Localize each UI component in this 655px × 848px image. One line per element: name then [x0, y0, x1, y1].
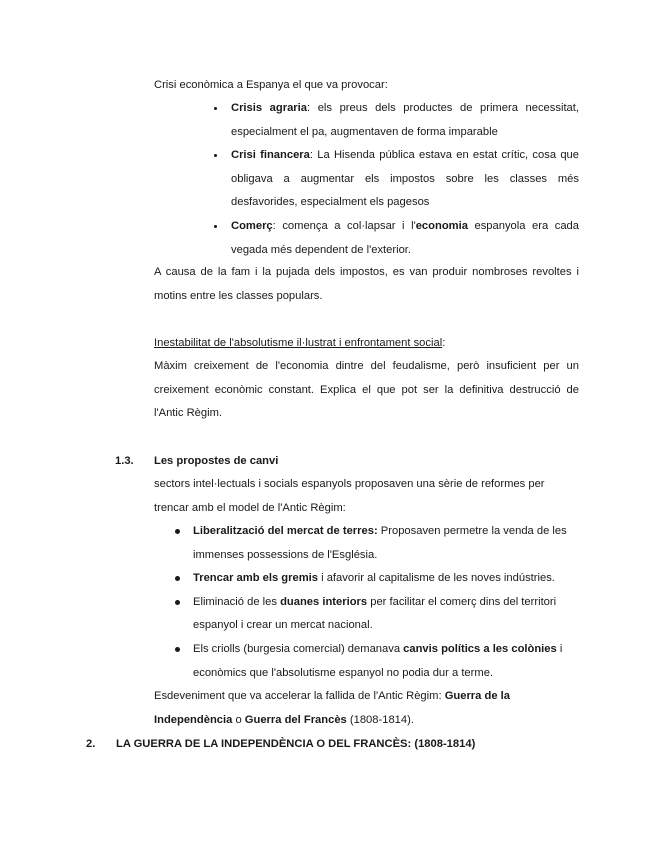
- list-item: [231, 215, 579, 262]
- list-item-line: desfavorides, especialment els pagesos: [231, 196, 430, 209]
- list-item-line: econòmics que l'absolutisme espanyol no podia dur a terme.: [193, 666, 494, 679]
- section-number: 2.: [86, 738, 96, 750]
- closing-paragraph: [154, 685, 510, 732]
- crisis-intro: Crisi econòmica a Espanya el que va provocar:: [154, 79, 388, 91]
- list-item-line: immenses possessions de l'Església.: [193, 548, 378, 561]
- list-item-line: espanyol i crear un mercat nacional.: [193, 619, 373, 632]
- section-title: LA GUERRA DE LA INDEPENDÈNCIA O DEL FRANCÈS: (1808-1814): [116, 738, 476, 750]
- list-item-line: Trencar amb els gremis i afavorir al capitalisme de les noves indústries.: [193, 572, 555, 585]
- section-title: Les propostes de canvi: [154, 455, 279, 467]
- list-item: [193, 520, 578, 567]
- bullet-icon: [174, 567, 184, 591]
- bullet-icon: [212, 144, 222, 168]
- list-item-line: Els criolls (burgesia comercial) demanava canvis polítics a les colònies i: [193, 642, 563, 655]
- list-item-line: obligava a augmentar els impostos sobre les classes més: [231, 172, 579, 185]
- paragraph-line: sectors intel·lectuals i socials espanyols proposaven una sèrie de reformes per: [154, 478, 545, 490]
- paragraph-line: Independència o Guerra del Francès (1808-1814).: [154, 713, 414, 726]
- list-item-line: especialment el pa, augmentaven de forma imparable: [231, 125, 498, 138]
- list-item-line: Eliminació de les duanes interiors per facilitar el comerç dins del territori: [193, 595, 557, 608]
- list-item: [193, 638, 578, 685]
- reforms-list: [193, 520, 578, 685]
- bullet-icon: [212, 97, 222, 121]
- list-item-line: Liberalització del mercat de terres: Proposaven permetre la venda de les: [193, 525, 567, 537]
- bullet-icon: [174, 638, 184, 662]
- list-item: [231, 97, 579, 144]
- reforms-intro: [154, 473, 545, 520]
- instability-paragraph: [154, 355, 579, 426]
- bullet-icon: [174, 520, 184, 544]
- list-item-line: Crisi financera: La Hisenda pública estava en estat crític, cosa que: [231, 149, 579, 162]
- list-item-line: Comerç: comença a col·lapsar i l'economia espanyola era cada: [231, 219, 579, 232]
- bullet-icon: [212, 215, 222, 239]
- paragraph-line: Esdeveniment que va accelerar la fallida de l'Antic Règim: Guerra de la: [154, 690, 510, 702]
- crisis-list: [231, 97, 579, 262]
- paragraph-line: l'Antic Règim.: [154, 407, 223, 420]
- list-item: [231, 144, 579, 215]
- bullet-icon: [174, 591, 184, 615]
- section-number: 1.3.: [115, 455, 134, 467]
- list-item: [193, 591, 578, 638]
- paragraph-line: A causa de la fam i la pujada dels impostos, es van produir nombroses revoltes i: [154, 266, 579, 278]
- paragraph-line: motins entre les classes populars.: [154, 289, 323, 302]
- list-item: [193, 567, 578, 591]
- revolts-paragraph: [154, 261, 579, 308]
- list-item-line: vegada més dependent de l'exterior.: [231, 243, 412, 256]
- paragraph-line: trencar amb el model de l'Antic Règim:: [154, 501, 346, 514]
- list-item-line: Crisis agraria: els preus dels productes de primera necessitat,: [231, 102, 579, 114]
- paragraph-line: Màxim creixement de l'economia dintre del feudalisme, però insuficient per un: [154, 360, 579, 372]
- paragraph-line: creixement econòmic constant. Explica el que pot ser la definitiva destrucció de: [154, 383, 579, 396]
- instability-heading: Inestabilitat de l'absolutisme il·lustrat i enfrontament social:: [154, 337, 446, 349]
